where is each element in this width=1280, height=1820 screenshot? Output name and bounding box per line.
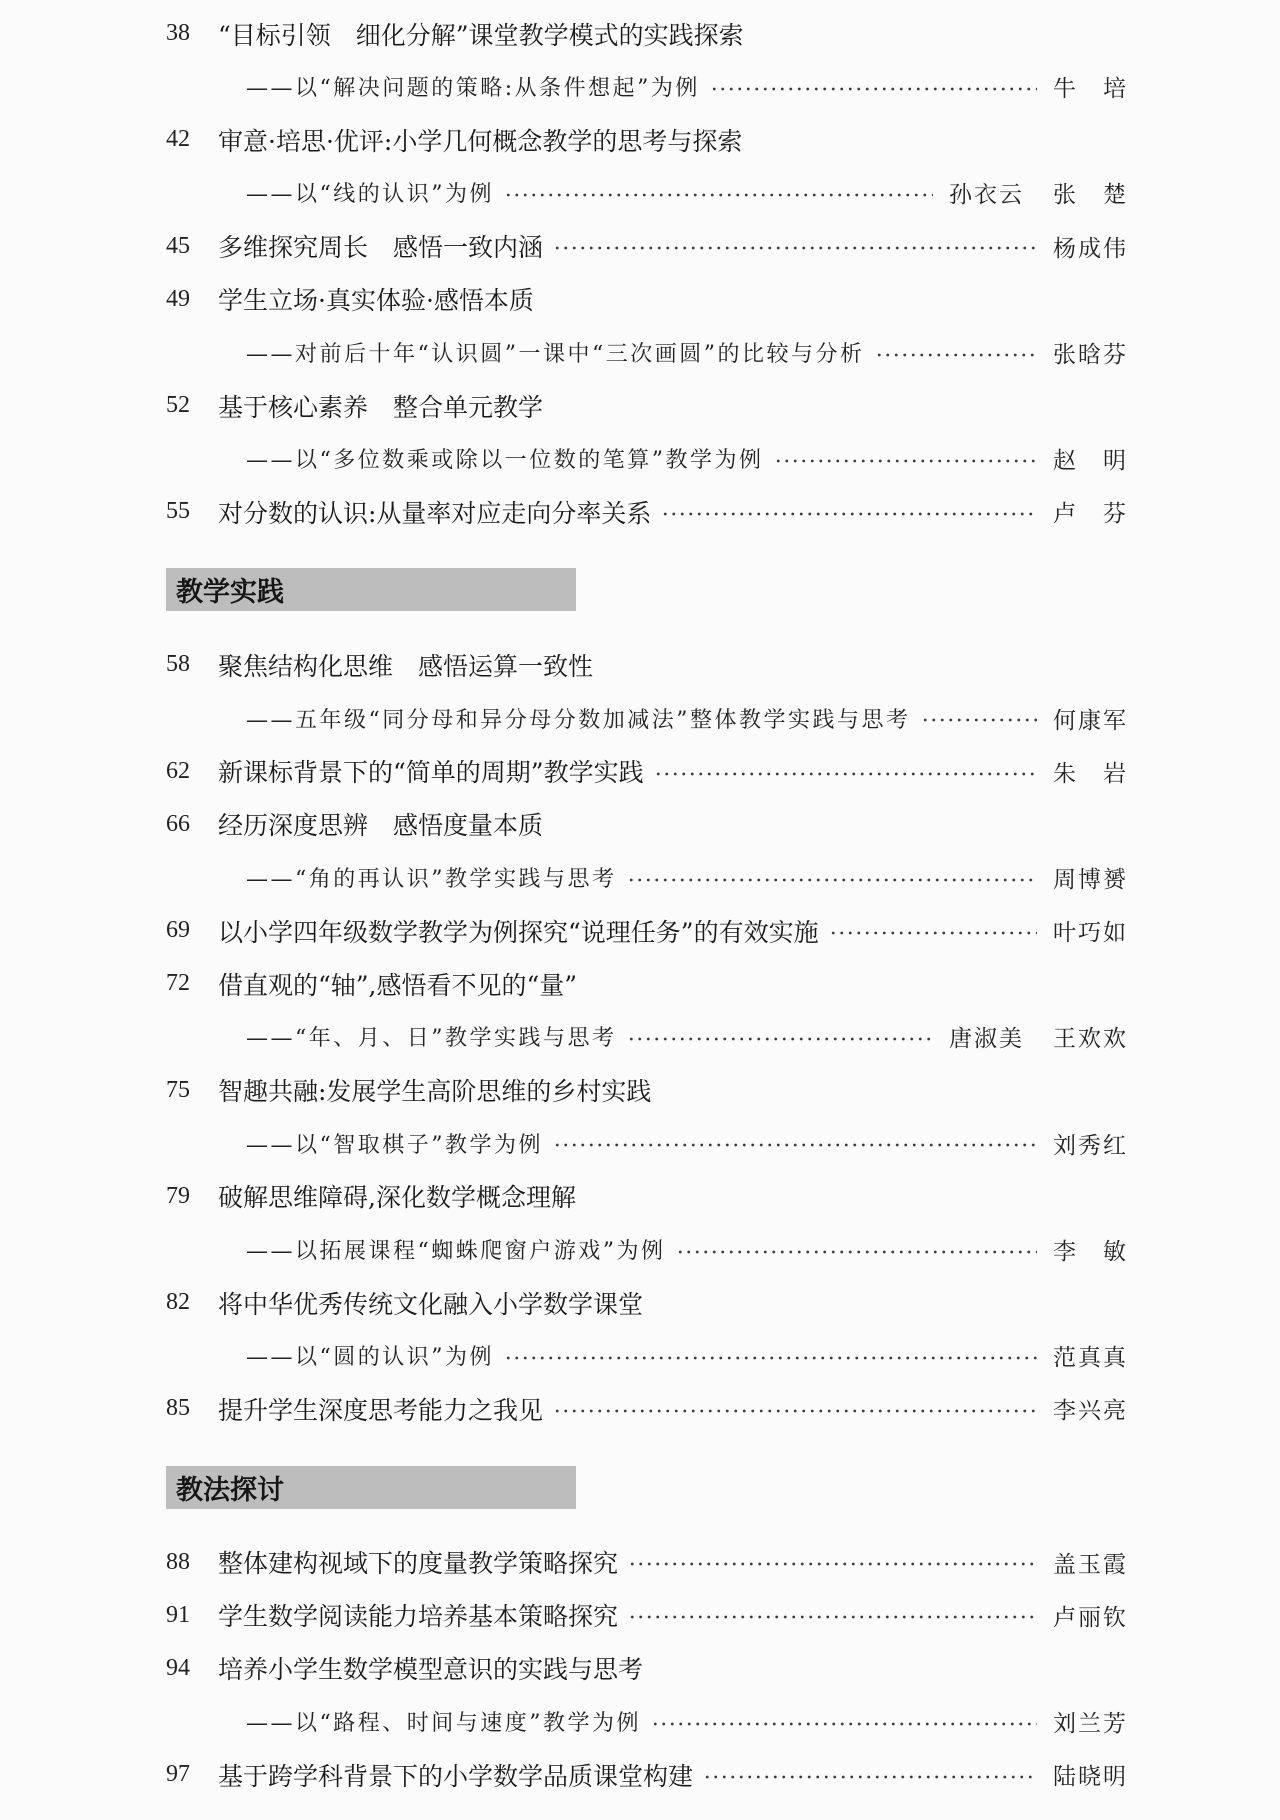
page-number: 69 — [166, 917, 190, 944]
author-name: 杨成伟 — [1053, 235, 1126, 262]
subtitle-indent — [166, 1249, 246, 1250]
section-heading-text: 教学实践 — [176, 577, 284, 609]
dot-leader — [504, 166, 933, 219]
entry-title: 学生数学阅读能力培养基本策略探究 — [218, 1602, 619, 1632]
dot-leader — [703, 1748, 1037, 1801]
author-name: 范真真 — [1053, 1345, 1126, 1372]
entry-subtitle: ——对前后十年“认识圆”一课中“三次画圆”的比较与分析 — [246, 341, 865, 367]
subtitle-indent — [166, 1355, 246, 1356]
dot-leader — [627, 1010, 934, 1063]
dot-leader — [627, 851, 1038, 904]
author-name: 卢丽钦 — [1053, 1604, 1126, 1631]
entry-title: 多维探究周长 感悟一致内涵 — [218, 233, 544, 263]
dot-leader — [774, 432, 1038, 485]
toc-subtitle-line — [0, 851, 1280, 904]
author-name: 刘秀红 — [1053, 1132, 1126, 1159]
entry-title: 培养小学生数学模型意识的实践与思考 — [218, 1655, 644, 1685]
toc-title-line — [0, 957, 1280, 1010]
page-number: 62 — [166, 757, 190, 784]
entry-title: 以小学四年级数学教学为例探究“说理任务”的有效实施 — [218, 917, 819, 947]
section-heading — [166, 1466, 576, 1509]
toc-entry — [0, 1536, 1280, 1589]
author-list — [1053, 230, 1126, 263]
author-name: 叶巧如 — [1053, 920, 1126, 947]
entry-subtitle: ——以“圆的认识”为例 — [246, 1345, 494, 1371]
entry-title: 智趣共融:发展学生高阶思维的乡村实践 — [218, 1077, 652, 1107]
page-number: 38 — [166, 20, 190, 47]
toc-entry — [0, 1748, 1280, 1801]
dot-leader — [628, 1589, 1037, 1642]
author-list — [1053, 1546, 1126, 1579]
entry-title: 破解思维障碍,深化数学概念理解 — [218, 1183, 576, 1213]
page-number: 85 — [166, 1395, 190, 1422]
author-list — [949, 1020, 1126, 1053]
toc-entry — [0, 1170, 1280, 1276]
subtitle-indent — [166, 192, 246, 193]
toc-title-line — [0, 485, 1280, 538]
entry-subtitle: ——以“智取棋子”教学为例 — [246, 1132, 543, 1158]
toc-title-line — [0, 1382, 1280, 1435]
toc-title-line — [0, 1536, 1280, 1589]
author-name: 赵 明 — [1053, 448, 1126, 475]
toc-entry — [0, 485, 1280, 538]
toc-subtitle-line — [0, 1010, 1280, 1063]
author-name: 何康军 — [1053, 707, 1126, 734]
author-list — [1053, 1233, 1126, 1266]
author-list — [1053, 1127, 1126, 1160]
toc-title-line — [0, 7, 1280, 60]
toc-subtitle-line — [0, 166, 1280, 219]
page-number: 55 — [166, 498, 190, 525]
dot-leader — [628, 1536, 1037, 1589]
entry-title: 经历深度思辨 感悟度量本质 — [218, 811, 544, 841]
subtitle-indent — [166, 458, 246, 459]
author-list — [1053, 442, 1126, 475]
dot-leader — [921, 692, 1038, 745]
dot-leader — [553, 220, 1037, 273]
subtitle-indent — [166, 1143, 246, 1144]
page-number: 58 — [166, 651, 190, 678]
entry-title: 审意·培思·优评:小学几何概念教学的思考与探索 — [218, 126, 743, 156]
subtitle-indent — [166, 352, 246, 353]
toc-title-line — [0, 798, 1280, 851]
entry-title: 整体建构视域下的度量教学策略探究 — [218, 1549, 619, 1579]
dot-leader — [710, 60, 1037, 113]
toc-title-line — [0, 904, 1280, 957]
page-number: 88 — [166, 1548, 190, 1575]
toc-entry — [0, 745, 1280, 798]
toc-entry — [0, 1382, 1280, 1435]
toc-entry — [0, 1589, 1280, 1642]
toc-entry — [0, 1064, 1280, 1170]
toc-title-line — [0, 1064, 1280, 1117]
entry-subtitle: ——以“多位数乘或除以一位数的笔算”教学为例 — [246, 448, 764, 474]
author-name: 陆晓明 — [1053, 1764, 1126, 1791]
entry-title: 学生立场·真实体验·感悟本质 — [218, 286, 534, 316]
toc-title-line — [0, 1642, 1280, 1695]
entry-title: “目标引领 细化分解”课堂教学模式的实践探索 — [218, 20, 744, 50]
author-list — [1053, 702, 1126, 735]
author-name: 李 敏 — [1053, 1239, 1126, 1266]
subtitle-indent — [166, 1721, 246, 1722]
toc-entry — [0, 273, 1280, 379]
toc-title-line — [0, 379, 1280, 432]
toc-title-line — [0, 1748, 1280, 1801]
author-name: 盖玉霞 — [1053, 1551, 1126, 1578]
entry-subtitle: ——“角的再认识”教学实践与思考 — [246, 867, 617, 893]
author-list — [949, 176, 1126, 209]
page-number: 75 — [166, 1076, 190, 1103]
author-list — [1053, 914, 1126, 947]
dot-leader — [661, 485, 1037, 538]
entry-title: 新课标背景下的“简单的周期”教学实践 — [218, 758, 644, 788]
entry-title: 聚焦结构化思维 感悟运算一致性 — [218, 651, 594, 681]
author-list — [1053, 70, 1126, 103]
page-number: 42 — [166, 126, 190, 153]
toc-subtitle-line — [0, 1329, 1280, 1382]
author-list — [1053, 1758, 1126, 1791]
toc-title-line — [0, 745, 1280, 798]
dot-leader — [829, 904, 1037, 957]
author-list — [1053, 861, 1126, 894]
toc-title-line — [0, 1589, 1280, 1642]
toc-subtitle-line — [0, 1695, 1280, 1748]
author-name: 唐淑美 — [949, 1026, 1022, 1053]
toc-entry — [0, 113, 1280, 219]
page-number: 94 — [166, 1654, 190, 1681]
toc-entry — [0, 1642, 1280, 1748]
author-list — [1053, 755, 1126, 788]
dot-leader — [553, 1382, 1037, 1435]
page-number: 91 — [166, 1601, 190, 1628]
entry-subtitle: ——以拓展课程“蜘蛛爬窗户游戏”为例 — [246, 1239, 666, 1265]
entry-title: 将中华优秀传统文化融入小学数学课堂 — [218, 1289, 644, 1319]
author-name: 张 楚 — [1053, 182, 1126, 209]
page-number: 45 — [166, 232, 190, 259]
entry-title: 基于核心素养 整合单元教学 — [218, 392, 544, 422]
subtitle-indent — [166, 718, 246, 719]
author-name: 王欢欢 — [1053, 1026, 1126, 1053]
dot-leader — [676, 1223, 1038, 1276]
author-list — [1053, 1392, 1126, 1425]
toc-title-line — [0, 638, 1280, 691]
author-name: 孙衣云 — [949, 182, 1022, 209]
toc-title-line — [0, 1170, 1280, 1223]
toc-entry — [0, 220, 1280, 273]
author-list — [1053, 1339, 1126, 1372]
entry-title: 提升学生深度思考能力之我见 — [218, 1395, 544, 1425]
entry-subtitle: ——以“线的认识”为例 — [246, 182, 494, 208]
dot-leader — [651, 1695, 1037, 1748]
page-number: 72 — [166, 970, 190, 997]
author-name: 周博赟 — [1053, 867, 1126, 894]
author-name: 卢 芬 — [1053, 501, 1126, 528]
toc-title-line — [0, 113, 1280, 166]
toc-subtitle-line — [0, 1117, 1280, 1170]
toc-subtitle-line — [0, 1223, 1280, 1276]
entry-subtitle: ——以“解决问题的策略:从条件想起”为例 — [246, 76, 700, 102]
toc-title-line — [0, 1276, 1280, 1329]
toc-title-line — [0, 273, 1280, 326]
page-number: 52 — [166, 392, 190, 419]
author-name: 李兴亮 — [1053, 1398, 1126, 1425]
section-heading-text: 教法探讨 — [176, 1474, 284, 1506]
toc-title-line — [0, 220, 1280, 273]
author-list — [1053, 1599, 1126, 1632]
author-name: 刘兰芳 — [1053, 1711, 1126, 1737]
subtitle-indent — [166, 1036, 246, 1037]
toc-entry — [0, 1276, 1280, 1382]
toc-entry — [0, 957, 1280, 1063]
entry-subtitle: ——以“路程、时间与速度”教学为例 — [246, 1711, 641, 1736]
toc-entry — [0, 904, 1280, 957]
author-name: 牛 培 — [1053, 76, 1126, 103]
author-name: 朱 岩 — [1053, 760, 1126, 787]
toc-entry — [0, 379, 1280, 485]
author-list — [1053, 495, 1126, 528]
dot-leader — [654, 745, 1037, 798]
toc-entry — [0, 638, 1280, 744]
page-number: 82 — [166, 1289, 190, 1316]
dot-leader — [875, 326, 1038, 379]
dot-leader — [553, 1117, 1037, 1170]
page-number: 97 — [166, 1761, 190, 1788]
toc-subtitle-line — [0, 432, 1280, 485]
page-number: 66 — [166, 810, 190, 837]
author-list — [1053, 336, 1126, 369]
page-number: 79 — [166, 1182, 190, 1209]
author-name: 张晗芬 — [1053, 341, 1126, 368]
page-number: 49 — [166, 285, 190, 312]
dot-leader — [504, 1329, 1037, 1382]
entry-subtitle: ——五年级“同分母和异分母分数加减法”整体教学实践与思考 — [246, 707, 911, 733]
toc-subtitle-line — [0, 326, 1280, 379]
toc-subtitle-line — [0, 60, 1280, 113]
entry-subtitle: ——“年、月、日”教学实践与思考 — [246, 1026, 617, 1052]
author-list — [1053, 1705, 1126, 1738]
section-heading — [166, 568, 576, 611]
toc-entry — [0, 798, 1280, 904]
entry-title: 借直观的“轴”,感悟看不见的“量” — [218, 970, 578, 1000]
subtitle-indent — [166, 86, 246, 87]
subtitle-indent — [166, 877, 246, 878]
entry-title: 基于跨学科背景下的小学数学品质课堂构建 — [218, 1761, 694, 1791]
toc-entry — [0, 7, 1280, 113]
entry-title: 对分数的认识:从量率对应走向分率关系 — [218, 498, 652, 528]
toc-subtitle-line — [0, 692, 1280, 745]
